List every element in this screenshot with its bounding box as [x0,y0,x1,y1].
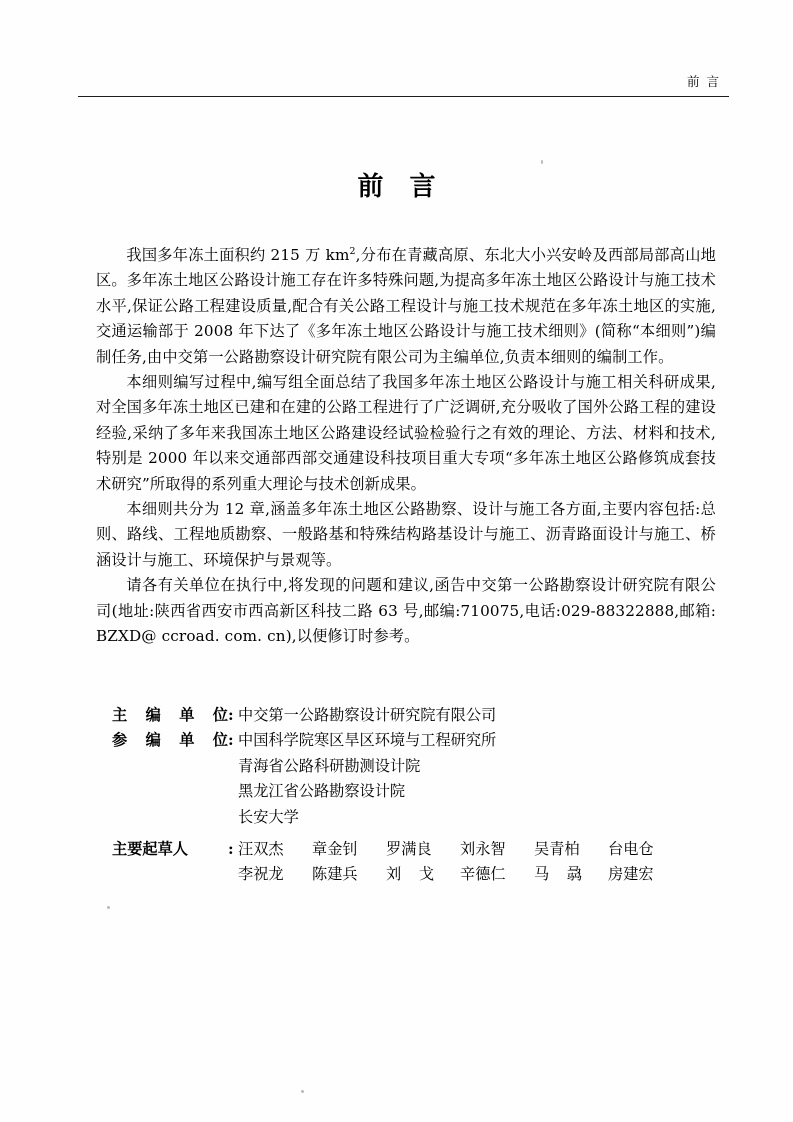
participating-editor-value: 黑龙江省公路勘察设计院 [238,782,406,801]
drafter-name: 吴青柏 [534,840,580,859]
running-header [78,73,728,97]
paragraph-3: 本细则共分为 12 章,涵盖多年冻土地区公路勘察、设计与施工各方面,主要内容包括:总则、路线、工程地质勘察、一般路基和特殊结构路基设计与施工、沥青路面设计与施工、桥涵设计与施工、环境保护与景观等。 [96,500,716,569]
main-drafters-colon: : [228,840,234,859]
paragraph-1-part-b: ,分布在青藏高原、东北大小兴安岭及西部局部高山地区。多年冻土地区公路设计施工存在许多特殊问题,为提高多年冻土地区公路设计与施工技术水平,保证公路工程建设质量,配合有关公路工程设计与施工技术规范在多年冻土地区的实施,交通运输部于 2008 年下达了《多年冻土地区公路设计与施工技术细则》(简称“本细则”)编制任务,由中交第一公路勘察设计研究院有限公司为主编单位,负责本细则的编制工作。 [96,246,716,366]
label-char: 参 [112,731,128,750]
paragraph-2: 本细则编写过程中,编写组全面总结了我国多年冻土地区公路设计与施工相关科研成果,对全国多年冻土地区已建和在建的公路工程进行了广泛调研,充分吸收了国外公路工程的建设经验,采纳了多年来我国冻土地区公路建设经试验检验行之有效的理论、方法、材料和技术,特别是 2000 年以来交通部西部交通建设科技项目重大专项“多年冻土地区公路修筑成套技术研究”所取得的系列重大理论与技术创新成果。 [96,373,716,493]
participating-editors-row [112,728,712,753]
drafter-name: 章金钊 [312,840,358,859]
page-title: 前言 [357,172,462,202]
drafter-name: 刘 戈 [386,865,434,884]
label-char: 位 [212,731,228,750]
credits-block [112,703,712,888]
body-text-block [96,243,716,650]
participating-editor-value: 长安大学 [238,807,299,826]
label-char: 编 [145,731,161,750]
scan-artifact [541,160,543,164]
chief-editor-label [112,703,228,728]
main-drafters-label: 主要起草人 [112,840,188,859]
participating-editor-value: 中国科学院寒区旱区环境与工程研究所 [238,731,497,750]
participating-editors-row [112,779,712,804]
main-drafters-names-row-2 [238,862,712,887]
paragraph-4: 请各有关单位在执行中,将发现的问题和建议,函告中交第一公路勘察设计研究院有限公司(地址:陕西省西安市西高新区科技二路 63 号,邮编:710075,电话:029-88322888,邮箱:BZXD@ ccroad. com. cn),以便修订时参考。 [96,576,716,646]
running-header-title: 前言 [686,74,726,89]
drafter-name: 罗满良 [386,840,432,859]
drafter-name: 辛德仁 [460,865,506,884]
label-char: 位 [212,706,228,724]
drafter-name: 李祝龙 [238,865,284,884]
main-drafters-names-row-1 [238,837,712,862]
header-rule-divider [78,96,729,97]
label-char: 编 [145,706,161,724]
participating-editors-label [112,728,228,753]
label-char: 单 [179,731,195,750]
drafter-name-list [238,837,682,862]
paragraph-1 [96,243,716,370]
participating-editors-row [112,805,712,830]
drafter-name: 汪双杰 [238,840,284,859]
scan-artifact [301,1090,304,1093]
main-drafters-row [112,862,712,887]
scan-artifact [107,906,110,909]
participating-editors-row [112,754,712,779]
label-char: 主 [112,706,128,724]
main-drafters-block [112,837,712,888]
drafter-name-list [238,862,682,887]
drafter-name: 马 骉 [534,865,582,884]
label-char: 单 [179,706,195,724]
drafter-name: 刘永智 [460,840,506,859]
chief-editor-value: 中交第一公路勘察设计研究院有限公司 [238,706,497,724]
chief-editor-row [112,703,712,728]
main-drafters-row [112,837,712,862]
superscript-square: 2 [349,245,356,257]
paragraph-1-part-a: 我国多年冻土面积约 215 万 km [126,246,350,264]
drafter-name: 台电仓 [608,840,654,859]
chief-editor-colon: : [228,706,234,724]
drafter-name: 陈建兵 [312,865,358,884]
participating-editor-value: 青海省公路科研勘测设计院 [238,756,421,775]
drafter-name: 房建宏 [608,865,654,884]
participating-editors-colon: : [228,731,234,750]
